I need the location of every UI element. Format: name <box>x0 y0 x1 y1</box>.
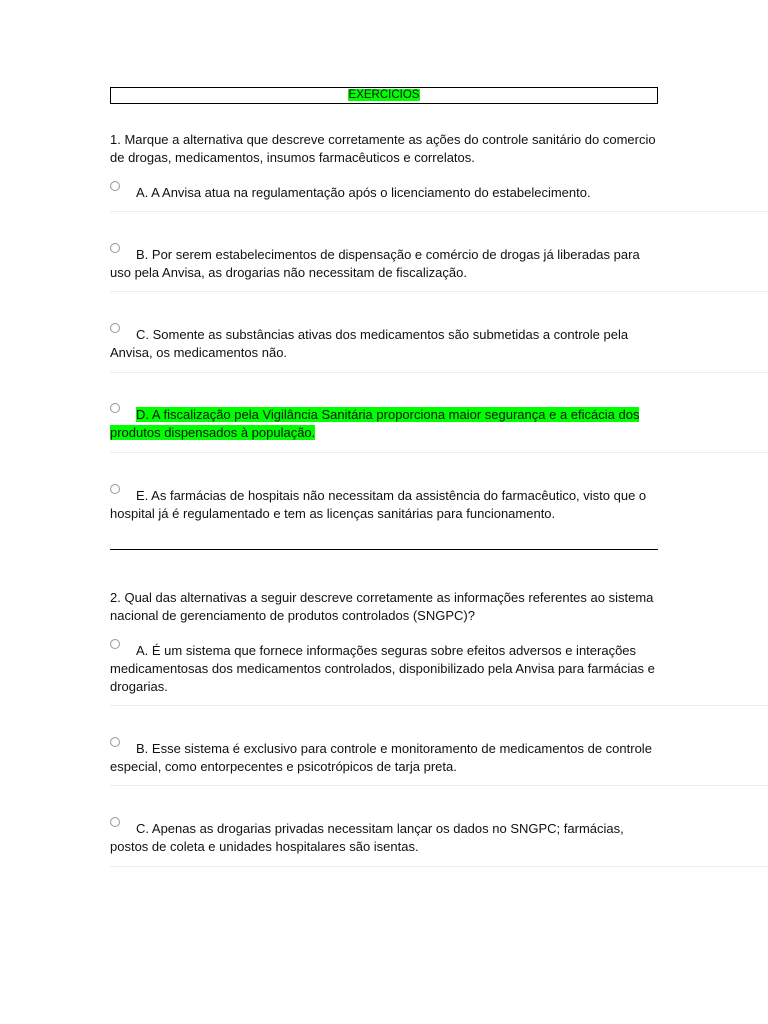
q2-option-a-label: A. É um sistema que fornece informações seguras sobre efeitos adversos e interações medicamentosas dos medicamentos controlados, disponibilizado pela Anvisa para farmácias e drogarias. <box>110 643 655 694</box>
option-separator <box>110 291 768 292</box>
radio-button-icon[interactable] <box>110 737 120 747</box>
q2-option-b[interactable] <box>110 740 662 776</box>
radio-button-icon[interactable] <box>110 403 120 413</box>
q2-option-b-label: B. Esse sistema é exclusivo para controle e monitoramento de medicamentos de controle especial, como entorpecentes e psicotrópicos de tarja preta. <box>110 741 652 774</box>
option-separator <box>110 452 768 453</box>
q2-option-c-label: C. Apenas as drogarias privadas necessitam lançar os dados no SNGPC; farmácias, postos de coleta e unidades hospitalares são isentas. <box>110 821 624 854</box>
q1-option-e-label: E. As farmácias de hospitais não necessitam da assistência do farmacêutico, visto que o hospital já é regulamentado e tem as licenças sanitárias para funcionamento. <box>110 488 647 521</box>
q1-option-d-label: D. A fiscalização pela Vigilância Sanitária proporciona maior segurança e a eficácia dos produtos dispensados à população. <box>110 407 640 440</box>
radio-button-icon[interactable] <box>110 639 120 649</box>
q1-option-c[interactable] <box>110 326 662 362</box>
radio-button-icon[interactable] <box>110 817 120 827</box>
q1-option-d[interactable] <box>110 406 662 442</box>
option-separator <box>110 866 768 867</box>
radio-button-icon[interactable] <box>110 323 120 333</box>
radio-button-icon[interactable] <box>110 484 120 494</box>
radio-button-icon[interactable] <box>110 243 120 253</box>
radio-button-icon[interactable] <box>110 181 120 191</box>
q1-option-a[interactable] <box>110 184 662 202</box>
q1-option-a-label: A. A Anvisa atua na regulamentação após o licenciamento do estabelecimento. <box>136 185 591 200</box>
exercise-title-box <box>110 87 658 104</box>
question-2-text: 2. Qual das alternativas a seguir descreve corretamente as informações referentes ao sistema nacional de gerenciamento de produtos controlados (SNGPC)? <box>110 590 654 623</box>
question-divider <box>110 549 658 550</box>
option-separator <box>110 372 768 373</box>
q2-option-a[interactable] <box>110 642 662 696</box>
option-separator <box>110 785 768 786</box>
q1-option-b[interactable] <box>110 246 662 282</box>
q1-option-b-label: B. Por serem estabelecimentos de dispensação e comércio de drogas já liberadas para uso pela Anvisa, as drogarias não necessitam de fiscalização. <box>110 247 640 280</box>
q1-option-e[interactable] <box>110 487 662 523</box>
option-separator <box>110 705 768 706</box>
q2-option-c[interactable] <box>110 820 662 856</box>
option-separator <box>110 211 768 212</box>
exercise-title: EXERCICIOS <box>348 89 420 101</box>
question-1-text: 1. Marque a alternativa que descreve corretamente as ações do controle sanitário do comercio de drogas, medicamentos, insumos farmacêuticos e correlatos. <box>110 132 656 165</box>
q1-option-c-label: C. Somente as substâncias ativas dos medicamentos são submetidas a controle pela Anvisa, os medicamentos não. <box>110 327 629 360</box>
